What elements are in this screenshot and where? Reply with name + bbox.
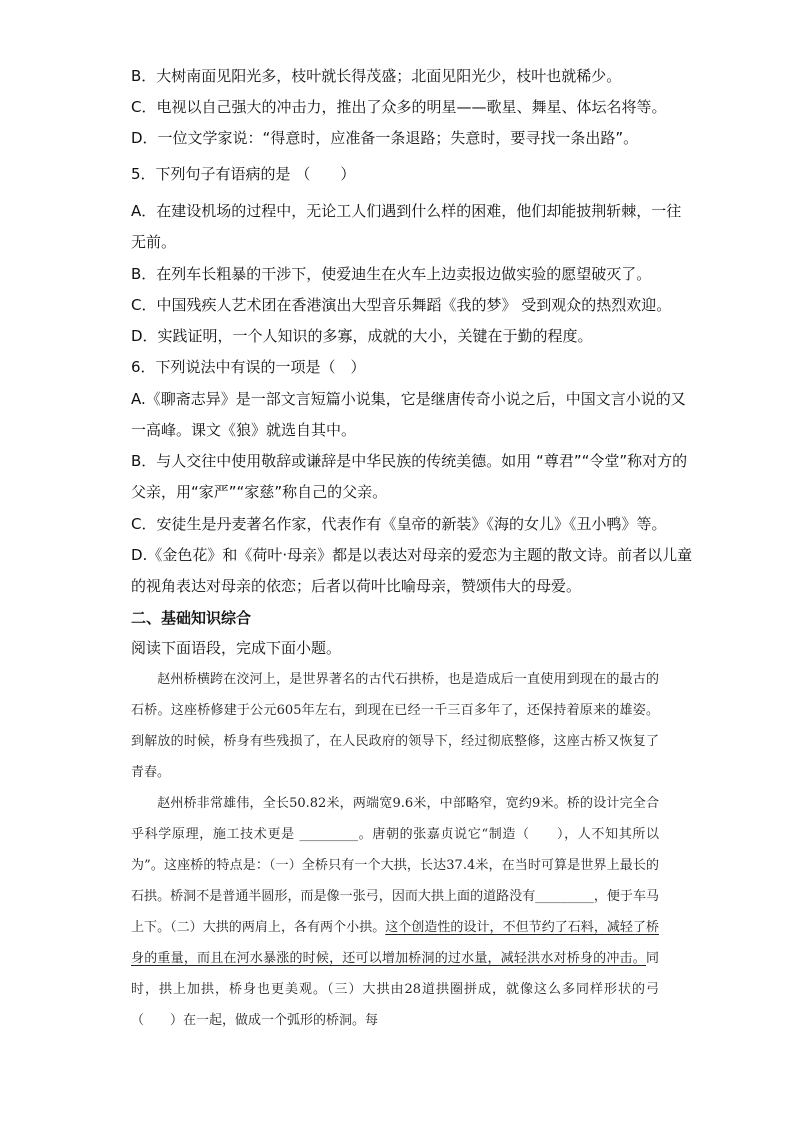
question-5-option-a-line2: 无前。 bbox=[131, 233, 177, 251]
passage-paragraph-1 bbox=[131, 664, 659, 788]
passage-paragraph-1-text: 赵州桥横跨在洨河上，是世界著名的古代石拱桥，也是造成后一直使用到现在的最古的石桥。这座桥修建于公元605年左右，到现在已经一千三百多年了，还保持着原来的雄姿。到解放的时候，桥身有些残损了，在人民政府的领导下，经过彻底整修，这座古桥又恢复了青春。 bbox=[131, 672, 659, 780]
question-6-option-b-line2: 父亲，用“家严”“家慈”称自己的父亲。 bbox=[131, 483, 388, 501]
section-heading: 二、基础知识综合 bbox=[131, 609, 252, 627]
question-6-option-a-line2: 一高峰。课文《狼》就选自其中。 bbox=[131, 421, 357, 439]
option-d-line: D．一位文学家说：“得意时，应准备一条退路；失意时，要寻找一条出路”。 bbox=[131, 129, 639, 147]
option-c-line: C．电视以自己强大的冲击力，推出了众多的明星——歌星、舞星、体坛名将等。 bbox=[131, 98, 667, 116]
question-6-option-d-line2: 的视角表达对母亲的依恋；后者以荷叶比喻母亲，赞颂伟大的母爱。 bbox=[131, 577, 582, 595]
question-6-option-b-line1: B．与人交往中使用敬辞或谦辞是中华民族的传统美德。如用 “尊君”“令堂”称对方的 bbox=[131, 452, 688, 470]
passage-paragraph-2 bbox=[131, 788, 659, 1036]
question-5-option-b: B．在列车长粗暴的干涉下，使爱迪生在火车上边卖报边做实验的愿望破灭了。 bbox=[131, 265, 652, 283]
question-6-option-d-line1: D.《金色花》和《荷叶·母亲》都是以表达对母亲的爱恋为主题的散文诗。前者以儿童 bbox=[131, 546, 693, 564]
question-5-option-d: D．实践证明，一个人知识的多寡，成就的大小，关键在于勤的程度。 bbox=[131, 327, 593, 345]
reading-instruction: 阅读下面语段，完成下面小题。 bbox=[131, 639, 342, 657]
question-6-option-c: C．安徒生是丹麦著名作家，代表作有《皇帝的新装》《海的女儿》《丑小鸭》等。 bbox=[131, 515, 667, 533]
question-5-option-a-line1: A．在建设机场的过程中，无论工人们遇到什么样的困难，他们却能披荆斩棘，一往 bbox=[131, 202, 682, 220]
question-5-option-c: C．中国残疾人艺术团在香港演出大型音乐舞蹈《我的梦》 受到观众的热烈欢迎。 bbox=[131, 296, 672, 314]
underlined-sentence: 这个创造性的设计，不但节约了石料，减轻了桥身的重量，而且在河水暴涨的时候，还可以增加桥洞的过水量，减轻洪水对桥身的冲击。 bbox=[131, 920, 659, 966]
question-6-option-a-line1: A.《聊斋志异》是一部文言短篇小说集，它是继唐传奇小说之后，中国文言小说的又 bbox=[131, 390, 686, 408]
question-6-stem: 6．下列说法中有误的一项是（ ） bbox=[131, 358, 366, 376]
question-5-stem: 5．下列句子有语病的是 （ ） bbox=[131, 165, 356, 183]
option-b-line: B．大树南面见阳光多，枝叶就长得茂盛；北面见阳光少，枝叶也就稀少。 bbox=[131, 67, 622, 85]
passage-paragraph-2-text-a: 赵州桥非常雄伟，全长50.82米，两端宽9.6米，中部略窄，宽约9米。桥的设计完全合乎科学原理，施工技术更是 _________。唐朝的张嘉贞说它“制造（ ），人不知其所以为”。这座桥的特点是：（一）全桥只有一个大拱，长达37.4米，在当时可算是世界上最长的石拱。桥洞不是普通半圆形，而是像一张弓，因而大拱上面的道路没有_________，便于车马上下。（二）大拱的两肩上，各有两个小拱。 bbox=[131, 796, 659, 935]
passage-paragraph-2-text-b: 同时，拱上加拱，桥身也更美观。（三）大拱由28道拱圈拼成，就像这么多同样形状的弓（ ）在一起，做成一个弧形的桥洞。每 bbox=[131, 951, 659, 1028]
